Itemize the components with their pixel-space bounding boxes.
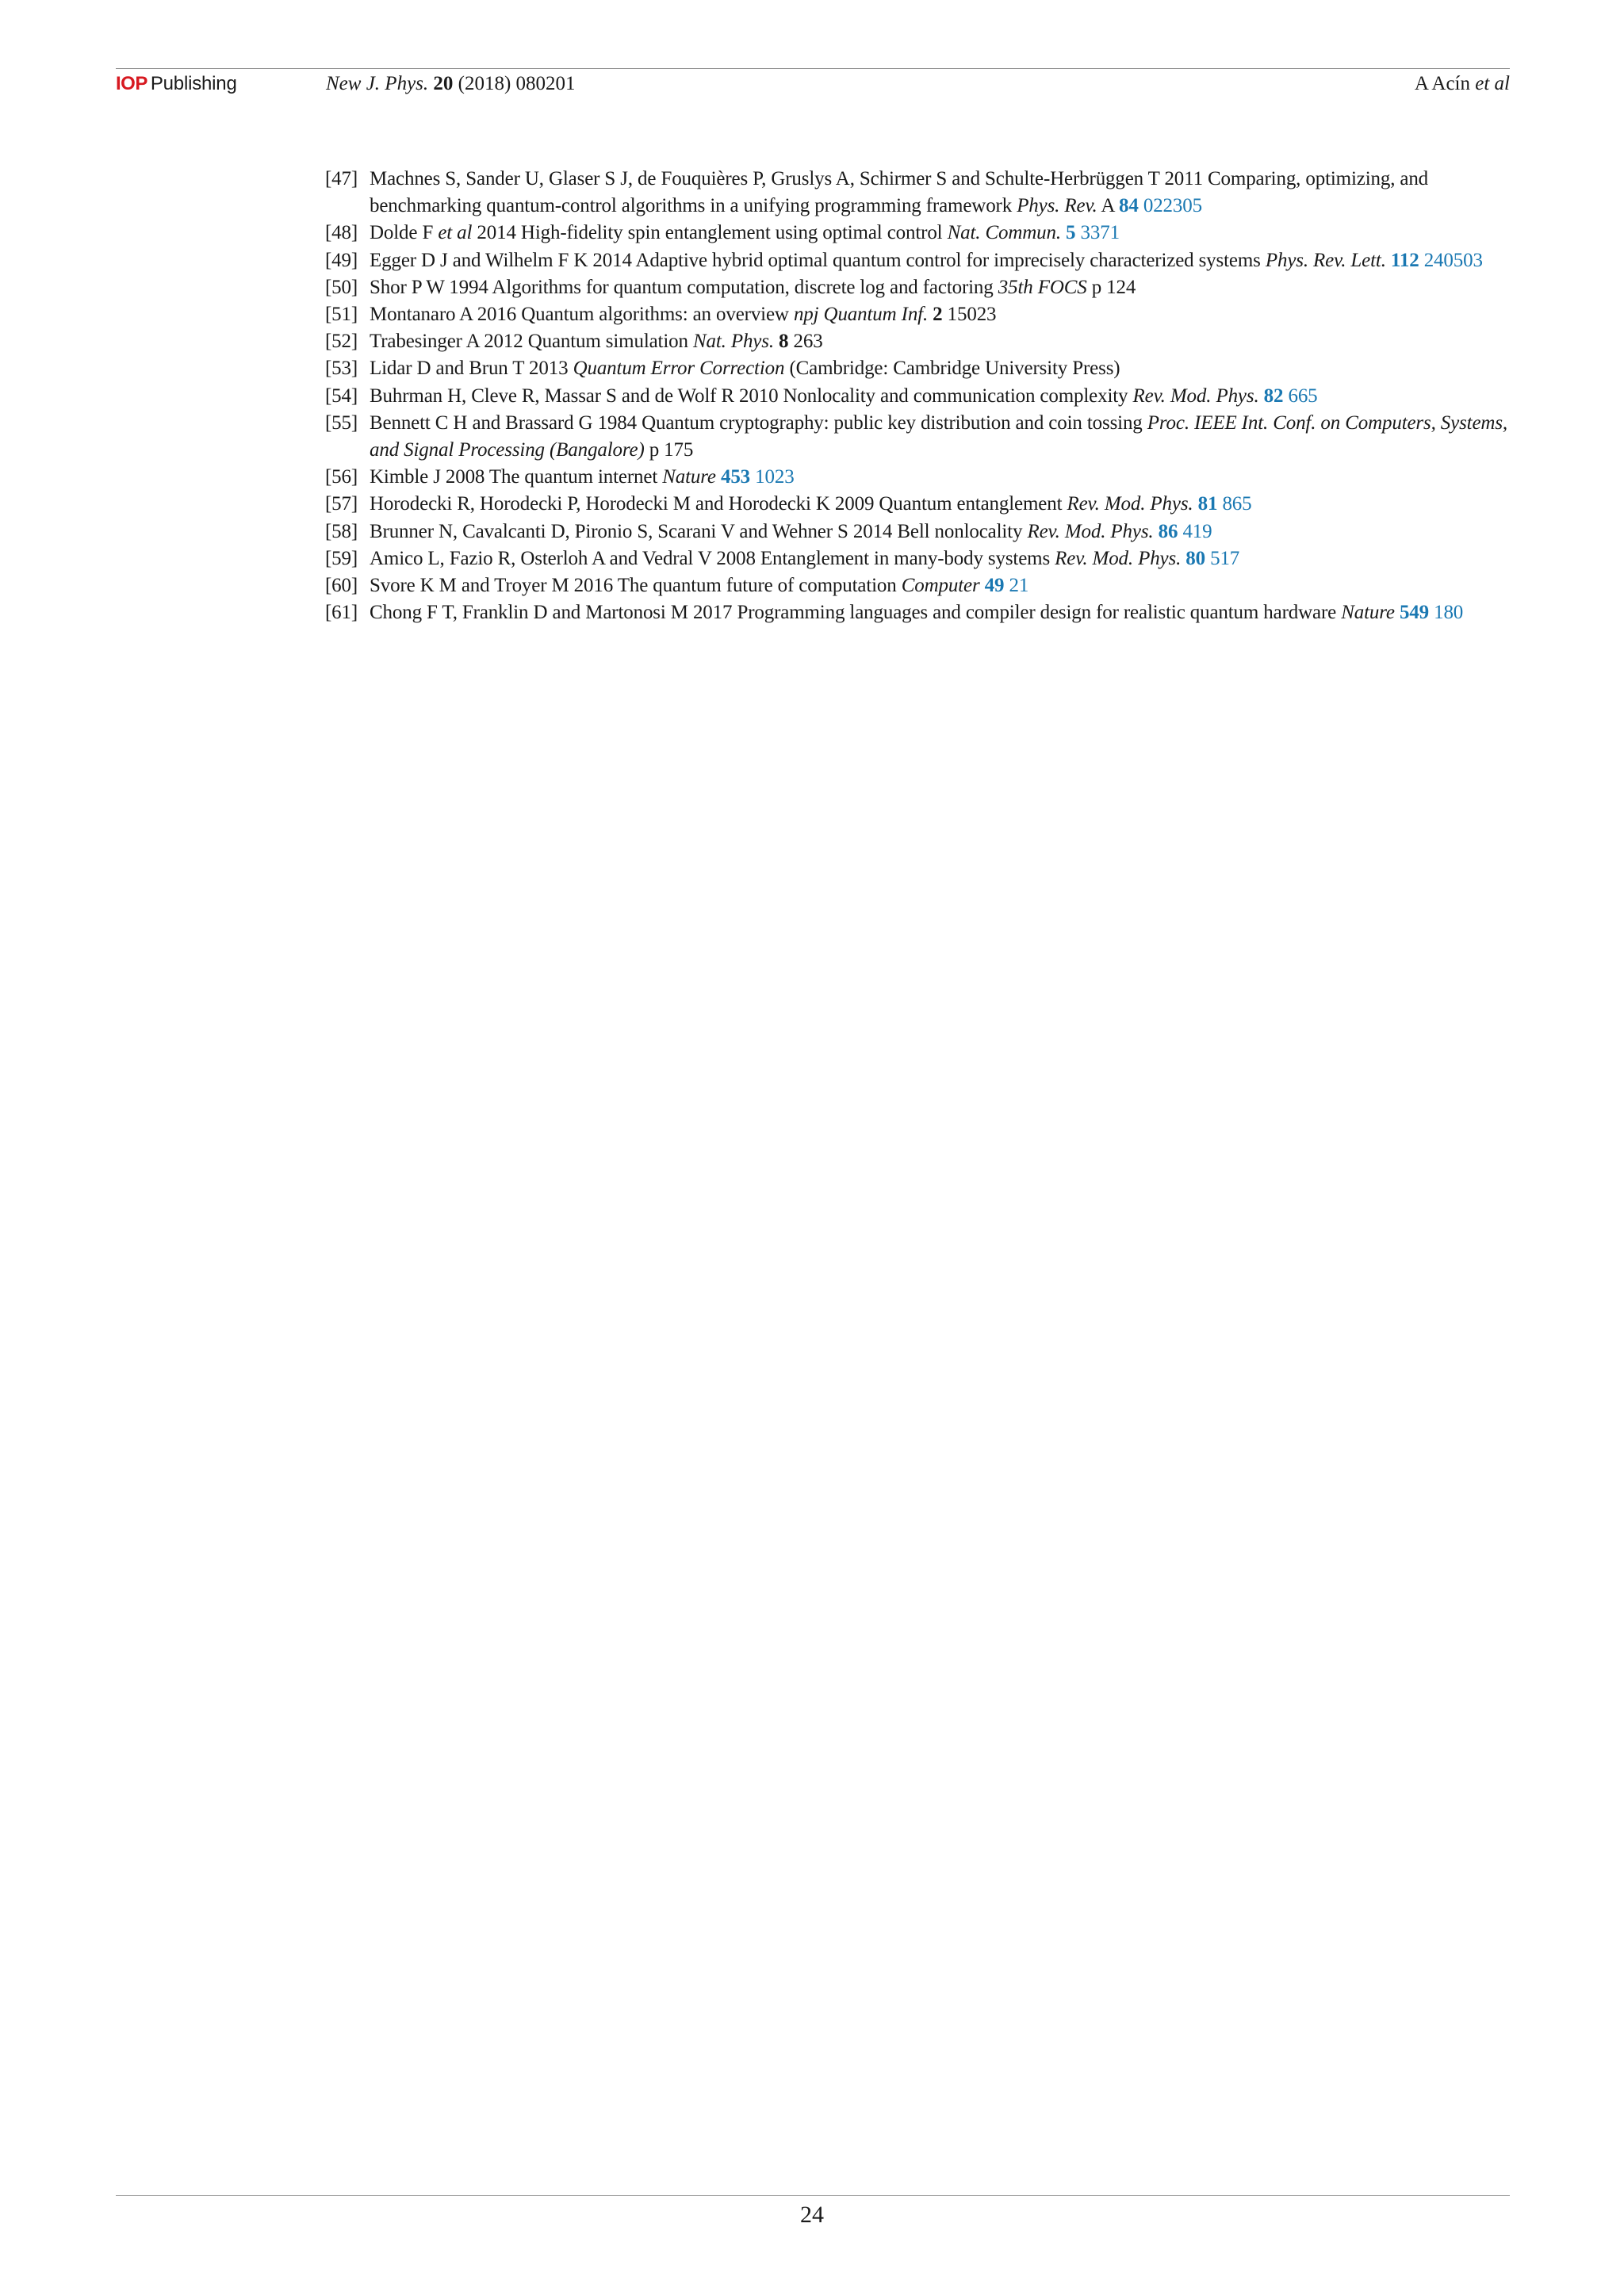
reference-volume[interactable]: 112 — [1390, 249, 1419, 271]
reference-text: Chong F T, Franklin D and Martonosi M 2017 Programming languages and compiler design for realistic quantum hardware — [370, 602, 1337, 624]
reference-volume[interactable]: 5 — [1066, 222, 1076, 244]
journal-citation — [326, 73, 576, 95]
reference-journal-section: A — [1101, 195, 1114, 217]
reference-text: Kimble J 2008 The quantum internet — [370, 466, 658, 488]
reference-journal: Quantum Error Correction — [573, 358, 785, 380]
reference-journal: Rev. Mod. Phys. — [1067, 493, 1193, 515]
reference-number: [59] — [325, 547, 358, 569]
reference-page-link[interactable]: 665 — [1288, 385, 1318, 407]
reference-number: [54] — [325, 385, 358, 407]
reference-item — [325, 491, 1508, 518]
reference-volume[interactable]: 80 — [1185, 547, 1205, 569]
reference-text: Brunner N, Cavalcanti D, Pironio S, Scarani V and Wehner S 2014 Bell nonlocality — [370, 520, 1023, 542]
reference-text: Machnes S, Sander U, Glaser S J, de Fouquières P, Gruslys A, Schirmer S and Schulte-Herbrüggen T 2011 Comparing, optimizing, and benchmarking quantum-control algorithms in a unifying programming framework — [370, 168, 1429, 217]
reference-number: [49] — [325, 249, 358, 271]
reference-journal: Nat. Phys. — [692, 331, 774, 353]
reference-number: [56] — [325, 466, 358, 488]
reference-item — [325, 464, 1508, 491]
reference-journal: Proc. IEEE Int. Conf. on Computers, Systems, and Signal Processing (Bangalore) — [370, 411, 1507, 461]
reference-tail: (Cambridge: Cambridge University Press) — [789, 358, 1120, 380]
reference-tail: p 124 — [1091, 276, 1136, 298]
reference-journal: npj Quantum Inf. — [793, 304, 929, 326]
reference-number: [50] — [325, 276, 358, 298]
reference-text: Trabesinger A 2012 Quantum simulation — [370, 331, 688, 353]
logo-publishing-text: Publishing — [150, 73, 237, 94]
reference-item — [325, 274, 1508, 301]
reference-text: Egger D J and Wilhelm F K 2014 Adaptive hybrid optimal quantum control for imprecisely characterized systems — [370, 249, 1261, 271]
journal-volume: 20 — [433, 73, 454, 94]
reference-number: [47] — [325, 168, 358, 189]
reference-page: 15023 — [947, 304, 997, 326]
reference-item — [325, 410, 1508, 464]
reference-item — [325, 599, 1508, 626]
reference-volume[interactable]: 84 — [1119, 195, 1139, 217]
reference-item — [325, 328, 1508, 355]
reference-page-link[interactable]: 865 — [1222, 493, 1252, 515]
reference-et-al: et al — [438, 222, 473, 244]
reference-journal: Computer — [901, 575, 980, 597]
reference-item — [325, 545, 1508, 572]
reference-text: Buhrman H, Cleve R, Massar S and de Wolf R 2010 Nonlocality and communication complexity — [370, 385, 1128, 407]
reference-page-link[interactable]: 21 — [1009, 575, 1029, 597]
reference-text: Shor P W 1994 Algorithms for quantum computation, discrete log and factoring — [370, 276, 994, 298]
header-rule — [116, 68, 1510, 69]
reference-page-link[interactable]: 1023 — [755, 466, 795, 488]
reference-text: Bennett C H and Brassard G 1984 Quantum cryptography: public key distribution and coin tossing — [370, 411, 1143, 434]
reference-number: [58] — [325, 520, 358, 542]
footer-rule — [116, 2195, 1510, 2196]
reference-text: 2014 High-fidelity spin entanglement using optimal control — [477, 222, 943, 244]
reference-item — [325, 166, 1508, 220]
reference-journal: Phys. Rev. — [1017, 195, 1097, 217]
reference-text: Montanaro A 2016 Quantum algorithms: an overview — [370, 304, 789, 326]
reference-volume: 2 — [933, 304, 943, 326]
reference-journal: Nature — [662, 466, 716, 488]
reference-volume[interactable]: 86 — [1158, 520, 1178, 542]
reference-text: Amico L, Fazio R, Osterloh A and Vedral V 2008 Entanglement in many-body systems — [370, 547, 1051, 569]
running-authors — [1415, 73, 1510, 95]
reference-number: [57] — [325, 493, 358, 515]
journal-year-article: (2018) 080201 — [458, 73, 576, 94]
journal-name: New J. Phys. — [326, 73, 429, 94]
reference-page-link[interactable]: 240503 — [1423, 249, 1483, 271]
reference-text: Horodecki R, Horodecki P, Horodecki M and Horodecki K 2009 Quantum entanglement — [370, 493, 1063, 515]
reference-number: [53] — [325, 358, 358, 380]
reference-page: 263 — [793, 331, 823, 353]
reference-journal: Rev. Mod. Phys. — [1027, 520, 1154, 542]
reference-volume[interactable]: 453 — [720, 466, 751, 488]
reference-tail: p 175 — [649, 439, 694, 461]
reference-volume: 8 — [779, 331, 789, 353]
logo-iop-text: IOP — [116, 73, 147, 94]
reference-text: Svore K M and Troyer M 2016 The quantum future of computation — [370, 575, 897, 597]
reference-number: [61] — [325, 602, 358, 624]
reference-volume[interactable]: 82 — [1263, 385, 1284, 407]
reference-page-link[interactable]: 419 — [1182, 520, 1212, 542]
reference-list — [325, 166, 1508, 626]
reference-author: Dolde F — [370, 222, 434, 244]
reference-item — [325, 519, 1508, 545]
running-header — [116, 71, 1510, 100]
reference-number: [60] — [325, 575, 358, 597]
reference-journal: Rev. Mod. Phys. — [1132, 385, 1259, 407]
reference-item — [325, 572, 1508, 599]
reference-item — [325, 220, 1508, 247]
reference-page-link[interactable]: 517 — [1210, 547, 1240, 569]
reference-journal: 35th FOCS — [998, 276, 1087, 298]
reference-number: [48] — [325, 222, 358, 244]
reference-item — [325, 355, 1508, 382]
reference-journal: Phys. Rev. Lett. — [1265, 249, 1386, 271]
reference-item — [325, 301, 1508, 328]
reference-volume[interactable]: 81 — [1197, 493, 1218, 515]
reference-page-link[interactable]: 022305 — [1143, 195, 1202, 217]
reference-volume[interactable]: 49 — [984, 575, 1005, 597]
reference-item — [325, 383, 1508, 410]
authors-et-al: et al — [1475, 73, 1510, 94]
reference-number: [52] — [325, 331, 358, 353]
reference-number: [51] — [325, 304, 358, 326]
reference-item — [325, 247, 1508, 274]
publisher-logo — [116, 73, 237, 95]
reference-journal: Nature — [1341, 602, 1395, 624]
reference-journal: Nat. Commun. — [947, 222, 1061, 244]
reference-page-link[interactable]: 3371 — [1080, 222, 1120, 244]
authors-name: A Acín — [1414, 73, 1470, 94]
reference-journal: Rev. Mod. Phys. — [1055, 547, 1182, 569]
page-number: 24 — [800, 2202, 824, 2228]
reference-number: [55] — [325, 411, 358, 434]
reference-text: Lidar D and Brun T 2013 — [370, 358, 569, 380]
reference-volume[interactable]: 549 — [1399, 602, 1429, 624]
reference-page-link[interactable]: 180 — [1434, 602, 1464, 624]
